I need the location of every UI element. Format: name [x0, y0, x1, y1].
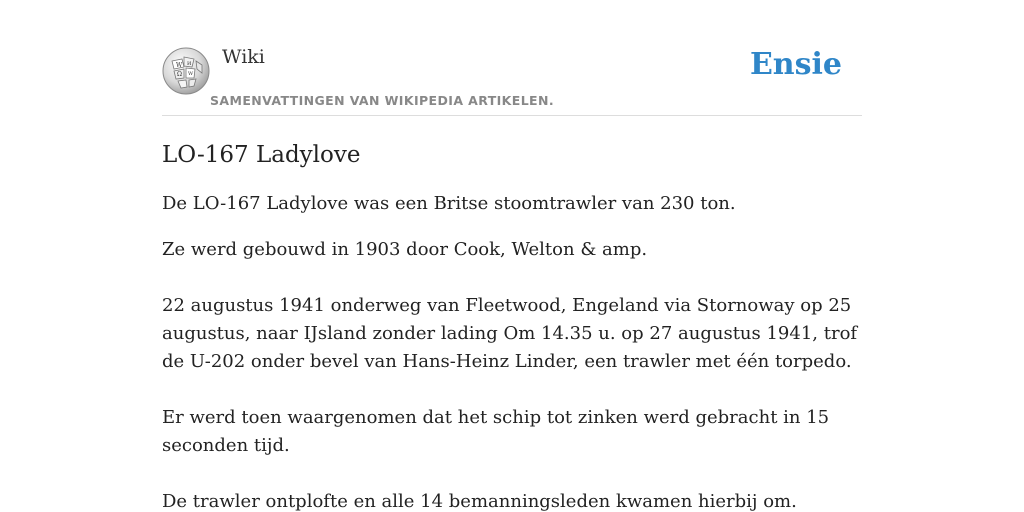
article-intro: De LO-167 Ladylove was een Britse stoomtrawler van 230 ton.	[162, 193, 736, 214]
svg-text:Ω: Ω	[177, 71, 182, 78]
article-content	[162, 140, 862, 512]
svg-text:И: И	[187, 61, 192, 67]
site-tagline: SAMENVATTINGEN VAN WIKIPEDIA ARTIKELEN.	[210, 93, 555, 108]
ensie-brand-link[interactable]: Ensie	[749, 47, 842, 82]
article-paragraph: 22 augustus 1941 onderweg van Fleetwood, Engeland via Stornoway op 25 augustus, naar IJsland zonder lading Om 14.35 u. op 27 augustus 1941, trof de U-202 onder bevel van Hans-Heinz Linder, een trawler met één torpedo.	[162, 295, 858, 372]
article-title: LO-167 Ladylove	[162, 142, 361, 168]
wikipedia-globe-icon[interactable]	[162, 47, 210, 95]
site-header	[162, 0, 862, 116]
article-paragraph: Er werd toen waargenomen dat het schip tot zinken werd gebracht in 15 seconden tijd.	[162, 407, 830, 456]
svg-text:W: W	[176, 62, 183, 69]
article-paragraph: De trawler ontplofte en alle 14 bemanningsleden kwamen hierbij om.	[162, 491, 797, 512]
site-name-link[interactable]: Wiki	[222, 46, 265, 68]
page-container	[162, 0, 862, 512]
article-paragraph: Ze werd gebouwd in 1903 door Cook, Welton & amp.	[162, 239, 648, 260]
svg-text:W: W	[188, 71, 194, 77]
